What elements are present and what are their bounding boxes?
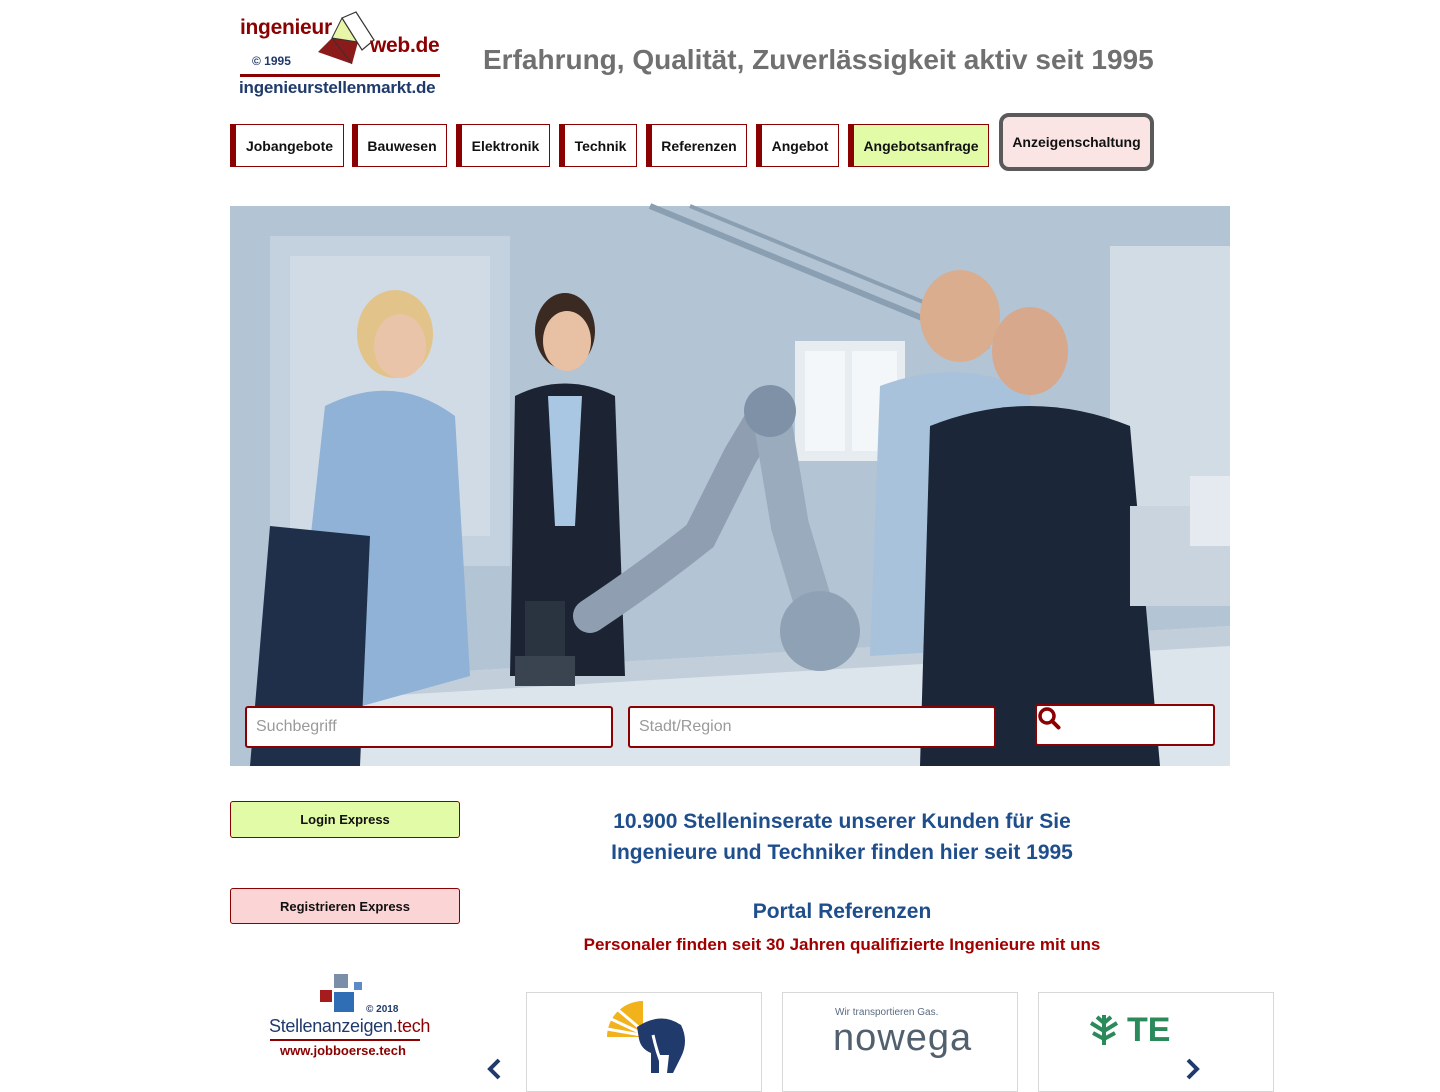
nav-technik[interactable]: Technik xyxy=(559,124,637,167)
nav-jobangebote[interactable]: Jobangebote xyxy=(230,124,344,167)
login-express-button[interactable]: Login Express xyxy=(230,801,460,838)
logo-word-bottom: ingenieurstellenmarkt.de xyxy=(239,78,436,97)
carousel-card[interactable] xyxy=(526,992,762,1092)
portal-subtitle: Personaler finden seit 30 Jahren qualifizierte Ingenieure mit uns xyxy=(583,935,1101,954)
carousel-prev-button[interactable] xyxy=(485,1056,505,1080)
squares-logo-icon xyxy=(316,972,366,1016)
promo-name-main: Stellenanzeigen xyxy=(269,1016,393,1036)
page-tagline: Erfahrung, Qualität, Zuverlässigkeit aktiv seit 1995 xyxy=(483,44,1154,75)
stellenanzeigen-tech-logo[interactable] xyxy=(266,972,431,1062)
promo-url: www.jobboerse.tech xyxy=(280,1043,406,1058)
portal-title: Portal Referenzen xyxy=(752,900,932,923)
search-button[interactable] xyxy=(1035,704,1215,746)
carousel-card[interactable] xyxy=(1038,992,1274,1092)
nav-elektronik[interactable]: Elektronik xyxy=(456,124,550,167)
te-logo: TE xyxy=(1127,1011,1171,1049)
logo-copyright: © 1995 xyxy=(252,54,291,68)
nowega-logo: nowega xyxy=(833,1017,973,1059)
hero-banner xyxy=(230,206,1230,766)
logo-word-right: web.de xyxy=(370,34,440,57)
promo-year: © 2018 xyxy=(366,1004,399,1015)
carousel-card[interactable] xyxy=(782,992,1018,1092)
chevron-right-icon xyxy=(1182,1056,1202,1080)
carousel-next-button[interactable] xyxy=(1182,1056,1202,1080)
nav-angebot[interactable]: Angebot xyxy=(756,124,839,167)
te-leaf-icon xyxy=(1087,1013,1121,1047)
nav-anzeigenschaltung[interactable]: Anzeigenschaltung xyxy=(999,113,1154,171)
nav-referenzen[interactable]: Referenzen xyxy=(646,124,747,167)
promo-name-suffix: .tech xyxy=(392,1016,431,1036)
headline-line-2: Ingenieure und Techniker finden hier seit 1995 xyxy=(611,841,1073,864)
hero-lab-photo xyxy=(230,206,1230,766)
site-logo[interactable] xyxy=(238,12,444,100)
main-headline xyxy=(480,806,1204,868)
nav-angebotsanfrage[interactable]: Angebotsanfrage xyxy=(848,124,989,167)
logo-divider xyxy=(240,74,440,77)
sun-elephant-logo xyxy=(527,993,763,1081)
nowega-tagline: Wir transportieren Gas. xyxy=(835,1007,939,1018)
promo-divider xyxy=(270,1039,420,1041)
keyword-search-input[interactable] xyxy=(245,706,613,748)
reference-carousel xyxy=(526,992,1171,1080)
logo-word-top: ingenieur xyxy=(240,16,332,39)
promo-name xyxy=(269,1016,430,1037)
region-search-input[interactable] xyxy=(628,706,996,748)
search-icon xyxy=(1037,706,1061,730)
nav-bauwesen[interactable]: Bauwesen xyxy=(352,124,447,167)
register-express-button[interactable]: Registrieren Express xyxy=(230,888,460,924)
chevron-left-icon xyxy=(485,1056,505,1080)
headline-line-1: 10.900 Stelleninserate unserer Kunden für Sie xyxy=(613,810,1071,833)
